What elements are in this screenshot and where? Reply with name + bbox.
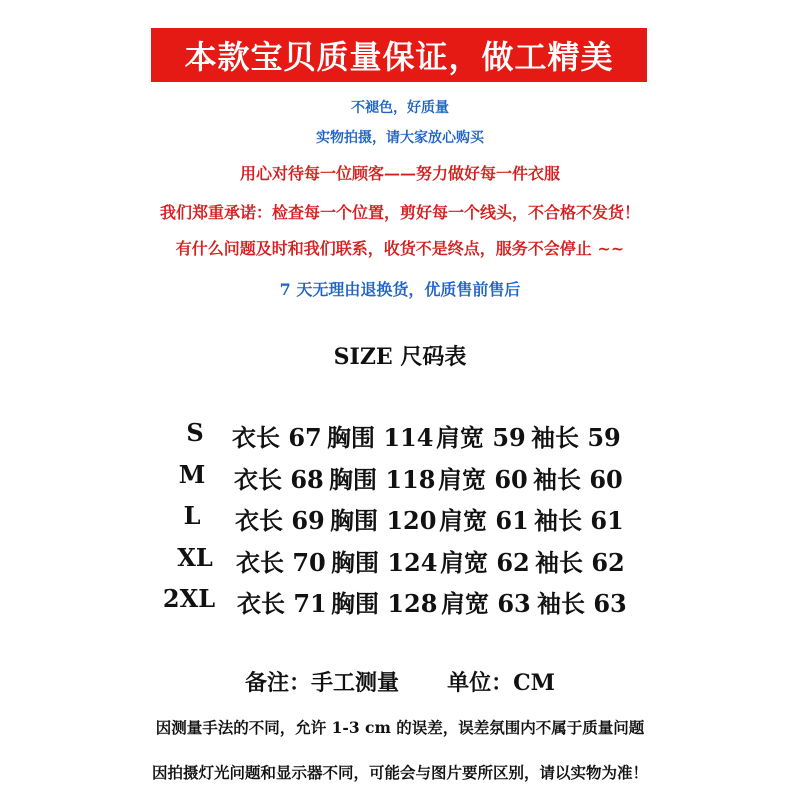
length-value: 衣长 67 xyxy=(232,423,322,452)
banner-title: 本款宝贝质量保证，做工精美 xyxy=(151,28,647,82)
shoulder-value: 肩宽 61 xyxy=(439,506,529,535)
promo-line-customer-care: 用心对待每一位顾客——努力做好每一件衣服 xyxy=(239,164,560,183)
unit-label: 单位：CM xyxy=(447,670,555,696)
sleeve-value: 袖长 59 xyxy=(531,423,621,452)
note-measurement-tolerance: 因测量手法的不同，允许 1-3 cm 的误差，误差氛围内不属于质量问题 xyxy=(155,718,645,737)
length-value: 衣长 71 xyxy=(237,589,327,618)
sleeve-value: 袖长 62 xyxy=(535,547,625,577)
sleeve-value: 袖长 63 xyxy=(537,589,627,618)
shoulder-value: 肩宽 62 xyxy=(440,547,530,577)
size-row-xl xyxy=(0,537,800,579)
note-color-difference: 因拍摄灯光问题和显示器不同，可能会与图片要所区别，请以实物为准！ xyxy=(151,763,648,782)
size-label: XL xyxy=(177,542,213,572)
promo-line-quality-promise: 我们郑重承诺：检查每一个位置，剪好每一个线头，不合格不发货！ xyxy=(159,203,640,222)
chest-value: 胸围 118 xyxy=(329,464,436,494)
shoulder-value: 肩宽 63 xyxy=(441,589,531,618)
size-row-m xyxy=(0,454,800,496)
length-value: 衣长 70 xyxy=(236,547,326,577)
chest-value: 胸围 124 xyxy=(331,547,438,577)
size-table xyxy=(0,412,800,620)
size-label: L xyxy=(183,501,201,530)
size-row-l xyxy=(0,495,800,537)
size-chart-title: SIZE 尺码表 xyxy=(333,344,467,370)
size-row-s xyxy=(0,412,800,454)
length-value: 衣长 68 xyxy=(234,464,324,494)
promo-line-contact-service: 有什么问题及时和我们联系，收货不是终点，服务不会停止 ~~ xyxy=(175,239,625,258)
size-label: M xyxy=(178,459,206,489)
length-value: 衣长 69 xyxy=(235,506,325,535)
size-label: 2XL xyxy=(162,584,216,613)
chest-value: 胸围 128 xyxy=(331,589,438,618)
sleeve-value: 袖长 61 xyxy=(534,506,624,535)
measurement-method: 备注：手工测量 xyxy=(245,670,400,696)
shoulder-value: 肩宽 59 xyxy=(436,423,526,452)
chest-value: 胸围 120 xyxy=(330,506,437,535)
remark-line xyxy=(0,666,800,697)
promo-line-real-photos: 实物拍摄，请大家放心购买 xyxy=(316,130,484,146)
shoulder-value: 肩宽 60 xyxy=(438,464,528,494)
promo-line-no-fade: 不褪色，好质量 xyxy=(351,100,449,116)
size-row-2xl xyxy=(0,578,800,620)
promo-line-return-policy: 7 天无理由退换货，优质售前售后 xyxy=(279,280,521,299)
sleeve-value: 袖长 60 xyxy=(533,464,623,494)
chest-value: 胸围 114 xyxy=(327,423,434,452)
size-label: S xyxy=(186,418,204,447)
